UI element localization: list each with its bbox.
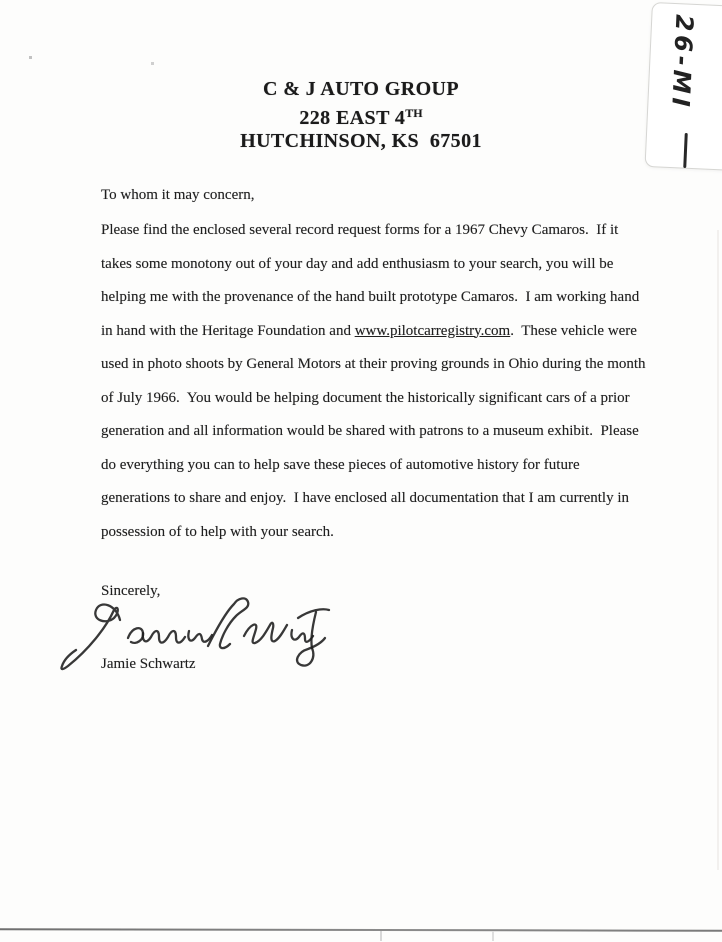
scan-artifact-tick [492,931,494,941]
scan-bottom-edge-line [0,928,722,932]
scan-right-edge-shadow [717,230,719,870]
company-name: C & J AUTO GROUP [262,78,460,100]
paragraph-text-before-link: Please find the enclosed several record request forms for a 1967 Chevy Camaros. If it takes some monotony out of your day and add enthusiasm to your search, you will be helping me with the provenance of the hand built prototype Camaros. I am working hand in hand with the Heritage Foundation and [101,222,643,339]
address-line: 228 EAST 4TH [299,105,423,129]
letterhead [0,78,722,154]
paragraph-text-after-link: . These vehicle were used in photo shoots by General Motors at their proving grounds in Ohio during the month of July 1966. You would be helping document the historically significant cars of a prior generation and all information would be shared with patrons to a museum exhibit. Please do everything you can to help save these pieces of automotive history for future generations to share and enjoy. I have enclosed all documentation that I am currently in possession of to help with your search. [101,322,650,540]
salutation: To whom it may concern, [101,187,255,203]
address-ordinal-suffix: TH [405,105,423,120]
scan-speck [29,56,32,59]
body-paragraph [101,214,651,549]
closing: Sincerely, [101,583,161,599]
scan-artifact-tick [380,931,382,941]
typed-signer-name: Jamie Schwartz [101,656,196,672]
city-state-zip-line: HUTCHINSON, KS 67501 [240,130,482,152]
handwritten-signature [58,594,336,676]
scan-speck [151,62,154,65]
handwritten-tab-note: 26-MI [666,13,699,112]
pilotcarregistry-link: www.pilotcarregistry.com [354,322,511,339]
